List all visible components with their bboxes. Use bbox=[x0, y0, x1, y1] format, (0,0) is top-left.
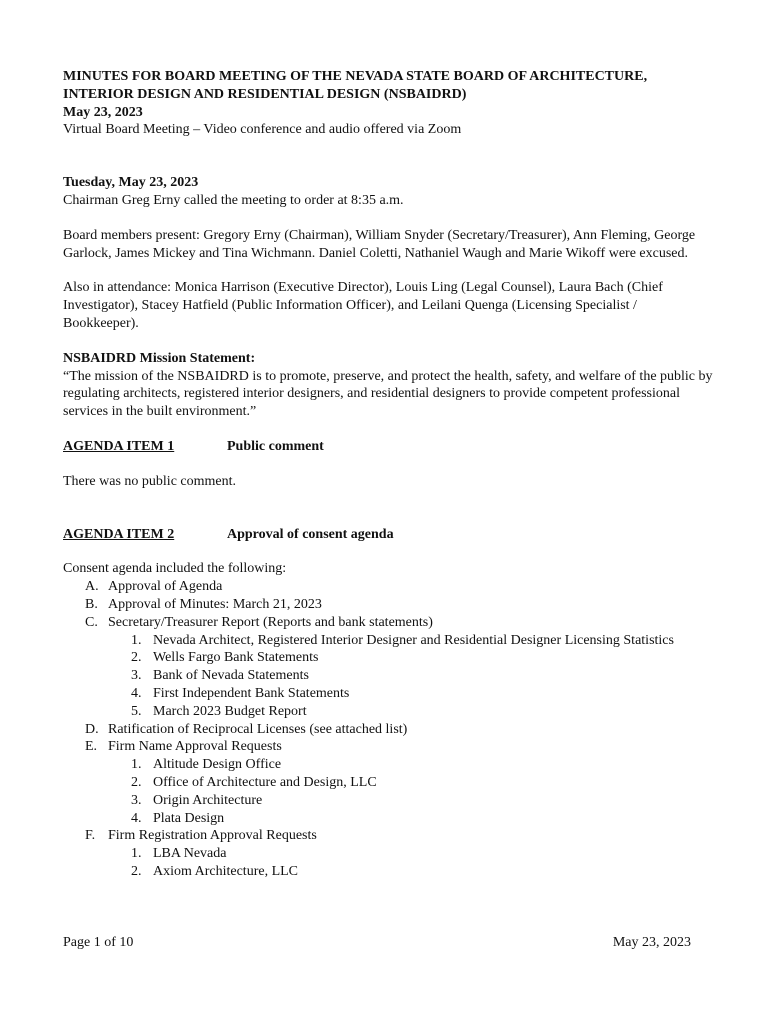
attendance: Also in attendance: Monica Harrison (Executive Director), Louis Ling (Legal Counsel), Laura Bach (Chief Investigator), Stacey Hatfield (Public Information Officer), and Leilani Quenga (Licensing Specialist / Bookkeeper). bbox=[63, 280, 663, 331]
page-footer bbox=[63, 934, 691, 952]
list-item: A. Approval of Agenda bbox=[85, 579, 223, 595]
sub-list-item: 5. March 2023 Budget Report bbox=[131, 703, 307, 719]
agenda-item-1-heading bbox=[63, 438, 713, 456]
sub-list-item: 1. LBA Nevada bbox=[131, 846, 227, 862]
document-body bbox=[63, 68, 713, 881]
mission-text: “The mission of the NSBAIDRD is to promote, preserve, and protect the health, safety, and welfare of the public by regulating architects, registered interior designers, and residential designers to provide competent professional services in the built environment.” bbox=[63, 368, 713, 420]
agenda-item-2-number: AGENDA ITEM 2 bbox=[63, 526, 175, 542]
sub-list-item: 1. Nevada Architect, Registered Interior Designer and Residential Designer Licensing Statistics bbox=[131, 632, 674, 648]
agenda-item-2-heading bbox=[63, 526, 713, 544]
list-item: D. Ratification of Reciprocal Licenses (see attached list) bbox=[85, 721, 408, 737]
sub-list-item: 2. Axiom Architecture, LLC bbox=[131, 863, 299, 879]
list-item: C. Secretary/Treasurer Report (Reports and bank statements) bbox=[85, 614, 433, 630]
sub-list-item: 2. Office of Architecture and Design, LLC bbox=[131, 774, 377, 790]
document-date: May 23, 2023 bbox=[63, 104, 143, 120]
agenda-item-1-title: Public comment bbox=[227, 438, 324, 454]
list-item: F. Firm Registration Approval Requests bbox=[85, 828, 317, 844]
sub-list-item: 2. Wells Fargo Bank Statements bbox=[131, 650, 319, 666]
members-present: Board members present: Gregory Erny (Chairman), William Snyder (Secretary/Treasurer), Ann Fleming, George Garlock, James Mickey and Tina Wichmann. Daniel Coletti, Nathaniel Waugh and Marie Wikoff were excused. bbox=[63, 227, 696, 261]
footer-date: May 23, 2023 bbox=[612, 935, 691, 950]
list-item: B. Approval of Minutes: March 21, 2023 bbox=[85, 596, 322, 612]
sub-list-item: 4. Plata Design bbox=[131, 810, 225, 826]
list-item: E. Firm Name Approval Requests bbox=[85, 739, 282, 755]
mission-heading: NSBAIDRD Mission Statement: bbox=[63, 350, 256, 366]
call-to-order: Chairman Greg Erny called the meeting to order at 8:35 a.m. bbox=[63, 192, 404, 208]
document-title-line-1: MINUTES FOR BOARD MEETING OF THE NEVADA STATE BOARD OF ARCHITECTURE, bbox=[63, 69, 648, 84]
agenda-item-1-number: AGENDA ITEM 1 bbox=[63, 438, 175, 454]
sub-list-item: 1. Altitude Design Office bbox=[131, 757, 282, 773]
consent-agenda-intro: Consent agenda included the following: bbox=[63, 561, 287, 577]
agenda-item-1-body: There was no public comment. bbox=[63, 473, 237, 489]
document-subtitle: Virtual Board Meeting – Video conference and audio offered via Zoom bbox=[63, 122, 462, 138]
sub-list-item: 3. Origin Architecture bbox=[131, 792, 263, 808]
document-title-line-2: INTERIOR DESIGN AND RESIDENTIAL DESIGN (NSBAIDRD) bbox=[63, 86, 467, 102]
agenda-item-2-title: Approval of consent agenda bbox=[227, 526, 394, 542]
sub-list-item: 3. Bank of Nevada Statements bbox=[131, 668, 309, 684]
consent-agenda-list bbox=[63, 578, 713, 881]
session-day: Tuesday, May 23, 2023 bbox=[63, 175, 199, 191]
page-number: Page 1 of 10 bbox=[63, 935, 134, 950]
sub-list-item: 4. First Independent Bank Statements bbox=[131, 685, 350, 701]
